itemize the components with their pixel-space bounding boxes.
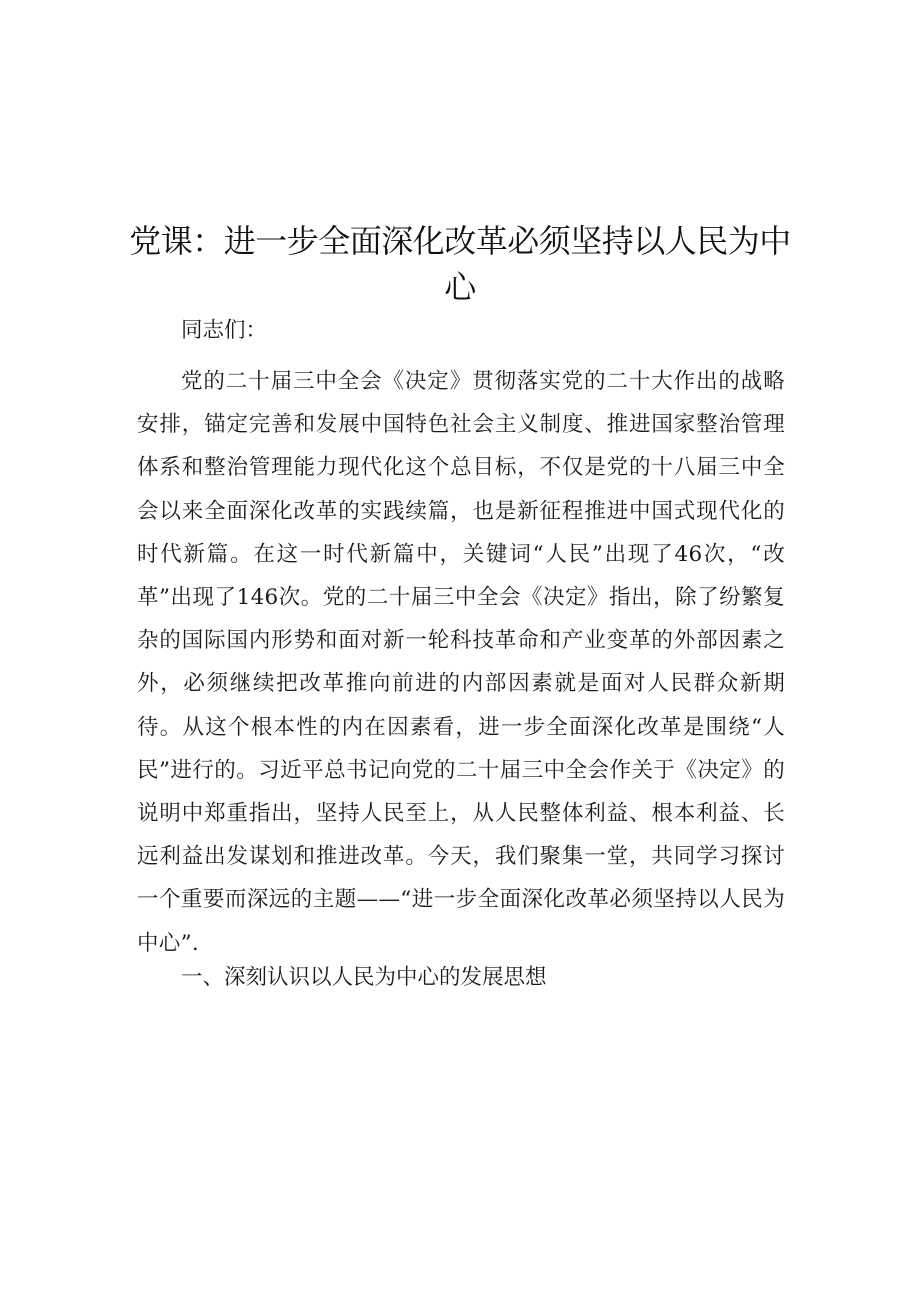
section-heading: 一、深刻认识以人民为中心的发展思想 xyxy=(181,965,547,990)
salutation: 同志们： xyxy=(181,318,268,343)
document-title: 党课：进一步全面深化改革必须坚持以人民为中心 xyxy=(129,222,791,306)
body-paragraph: 党的二十届三中全会《决定》贯彻落实党的二十大作出的战略安排，锚定完善和发展中国特色社会主义制度、推进国家整治管理体系和整治管理能力现代化这个总目标，不仅是党的十八届三中全会以来全面深化改革的实践续篇，也是新征程推进中国式现代化的时代新篇。在这一时代新篇中，关键词“人民”出现了46次，“改革”出现了146次。党的二十届三中全会《决定》指出，除了纷繁复杂的国际国内形势和面对新一轮科技革命和产业变革的外部因素之外，必须继续把改革推向前进的内部因素就是面对人民群众新期待。从这个根本性的内在因素看，进一步全面深化改革是围绕“人民”进行的。习近平总书记向党的二十届三中全会作关于《决定》的说明中郑重指出，坚持人民至上，从人民整体利益、根本利益、长远利益出发谋划和推进改革。今天，我们聚集一堂，共同学习探讨一个重要而深远的主题——“进一步全面深化改革必须坚持以人民为中心”. xyxy=(137,369,785,956)
